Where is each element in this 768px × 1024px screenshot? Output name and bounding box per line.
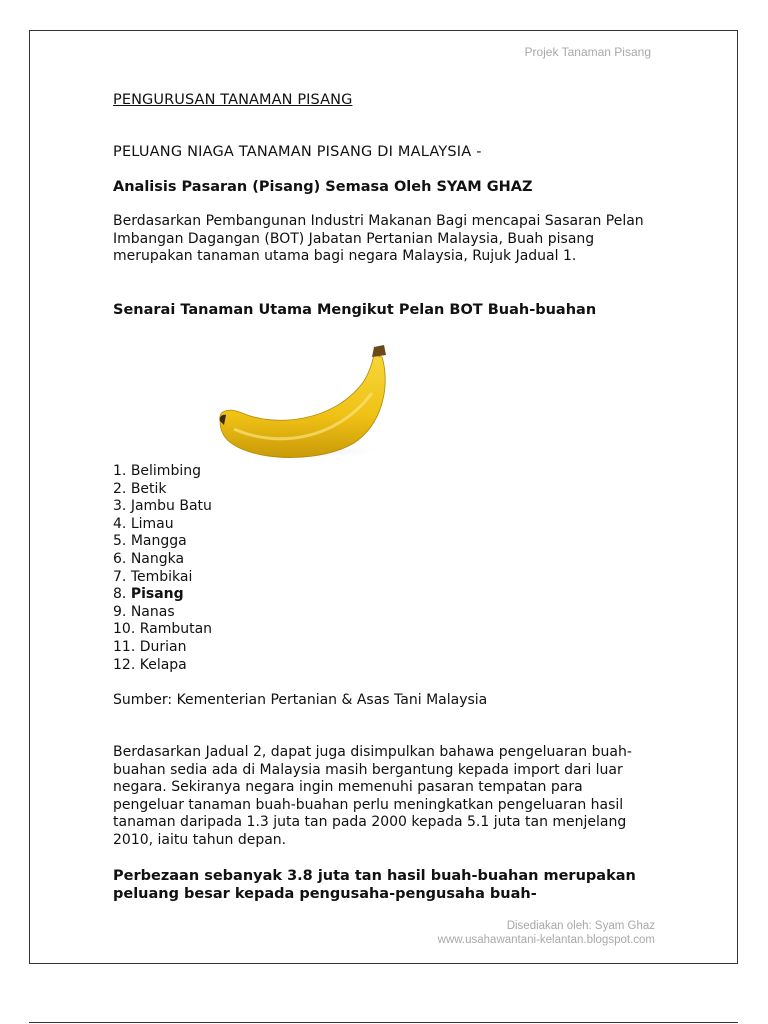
list-item: 2. Betik — [113, 480, 167, 497]
document-title: PENGURUSAN TANAMAN PISANG — [113, 92, 353, 108]
list-item: 12. Kelapa — [113, 656, 187, 673]
document-page — [29, 30, 738, 964]
list-item: 4. Limau — [113, 515, 174, 532]
intro-paragraph: Berdasarkan Pembangunan Industri Makanan Bagi mencapai Sasaran Pelan Imbangan Dagangan (BOT) Jabatan Pertanian Malaysia, Buah pisang merupakan tanaman utama bagi negara Malaysia, Rujuk Jadual 1. — [113, 213, 644, 264]
source-note: Sumber: Kementerian Pertanian & Asas Tani Malaysia — [113, 692, 488, 708]
crop-list — [113, 463, 212, 674]
list-item: 9. Nanas — [113, 603, 175, 620]
footer-author: Disediakan oleh: Syam Ghaz — [506, 920, 655, 932]
analysis-paragraph: Berdasarkan Jadual 2, dapat juga disimpulkan bahawa pengeluaran buah-buahan sedia ada di Malaysia masih bergantung kepada import dari luar negara. Sekiranya negara ingin memenuhi pasaran tempatan para pengeluar tanaman buah-buahan perlu meningkatkan pengeluaran hasil tanaman daripada 1.3 juta tan pada 2000 kepada 5.1 juta tan menjelang 2010, iaitu tahun depan. — [113, 744, 632, 848]
footer-url: www.usahawantani-kelantan.blogspot.com — [437, 934, 655, 946]
page-footer — [438, 919, 655, 947]
banana-image — [214, 343, 394, 463]
list-item: 10. Rambutan — [113, 621, 213, 638]
page-header: Projek Tanaman Pisang — [524, 45, 651, 59]
next-page-border — [29, 1022, 738, 1023]
list-item: 11. Durian — [113, 638, 187, 655]
conclusion-paragraph: Perbezaan sebanyak 3.8 juta tan hasil buah-buahan merupakan peluang besar kepada pengusaha-pengusaha buah- — [113, 868, 636, 902]
list-item: 3. Jambu Batu — [113, 498, 212, 515]
list-item-highlighted: 8. Pisang — [113, 586, 184, 603]
list-heading: Senarai Tanaman Utama Mengikut Pelan BOT Buah-buahan — [113, 302, 597, 318]
list-item: 7. Tembikai — [113, 568, 193, 585]
section-heading: PELUANG NIAGA TANAMAN PISANG DI MALAYSIA - — [113, 144, 482, 160]
list-item: 5. Mangga — [113, 533, 187, 550]
list-item: 1. Belimbing — [113, 463, 201, 479]
analysis-heading: Analisis Pasaran (Pisang) Semasa Oleh SYAM GHAZ — [113, 179, 533, 195]
list-item: 6. Nangka — [113, 550, 185, 567]
